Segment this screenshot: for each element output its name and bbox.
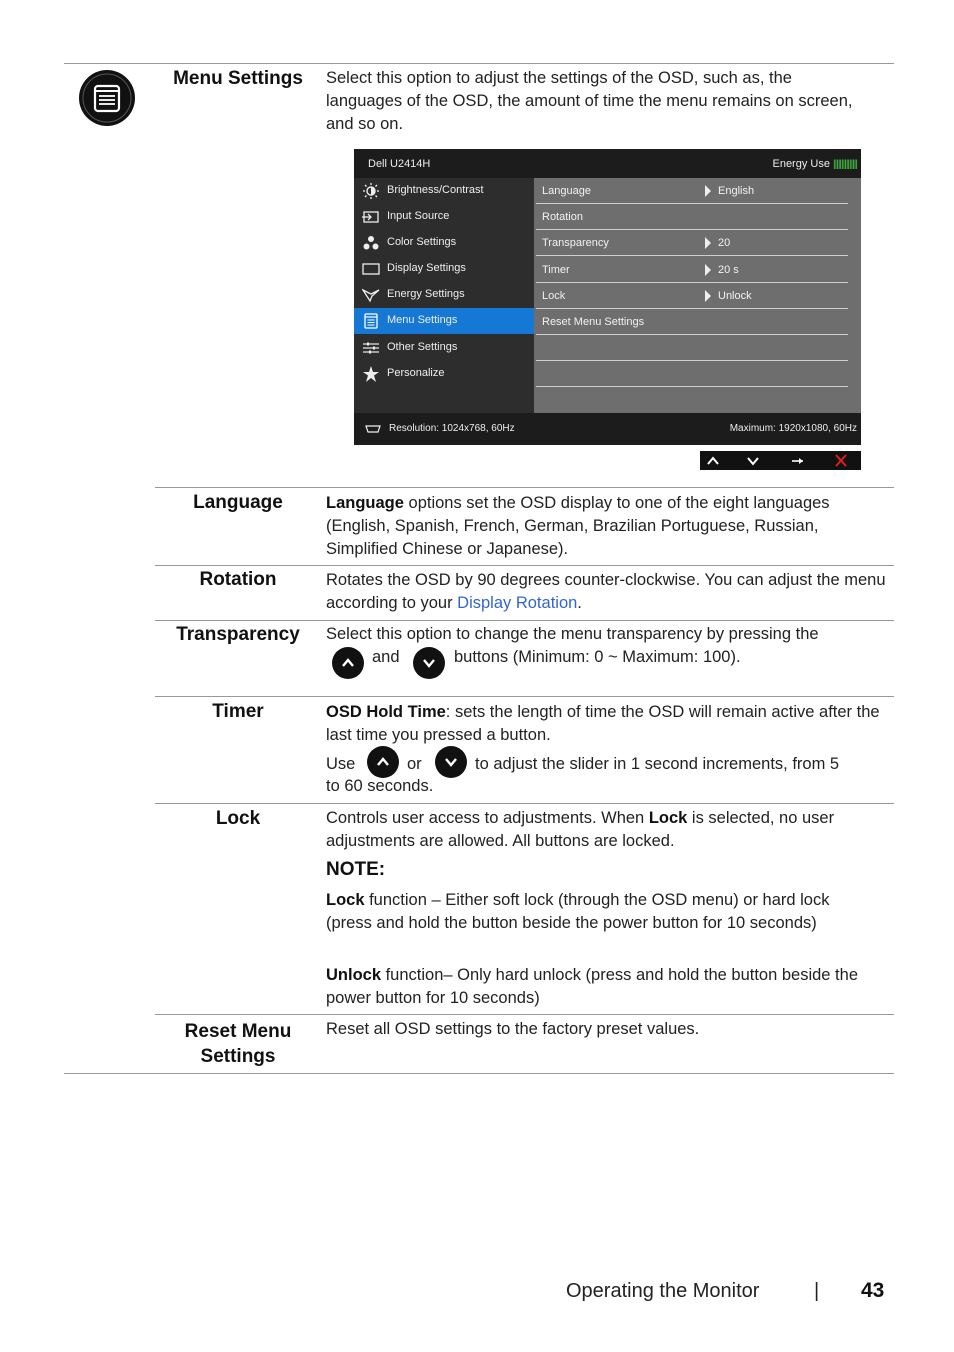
osd-footer [354, 413, 861, 445]
lock-note-1-text: function – Either soft lock (through the OSD menu) or hard lock (press and hold the button beside the power button for 10 seconds) [326, 891, 830, 932]
osd-item-energy-settings[interactable] [354, 282, 534, 308]
osd-energy-use [772, 158, 857, 170]
osd-row-value: 20 s [718, 264, 739, 276]
down-button-icon [435, 746, 467, 778]
osd-menu [354, 149, 861, 445]
other-settings-icon [362, 340, 380, 356]
row-rule [155, 620, 894, 621]
osd-row-reset-menu-settings[interactable] [536, 309, 848, 335]
transparency-heading: Transparency [176, 624, 300, 645]
osd-row-value: 20 [718, 237, 731, 249]
display-settings-icon [362, 261, 380, 277]
footer-separator: | [814, 1280, 820, 1302]
osd-maximum-resolution: Maximum: 1920x1080, 60Hz [729, 423, 857, 434]
display-rotation-link[interactable]: Display Rotation [457, 594, 578, 612]
osd-item-color-settings[interactable] [354, 230, 534, 256]
row-rule [155, 1014, 894, 1015]
right-arrow-icon[interactable] [780, 451, 820, 470]
osd-item-label: Color Settings [387, 236, 457, 248]
top-rule [64, 63, 894, 64]
caret-right-icon [705, 264, 711, 276]
osd-row-value: English [718, 185, 755, 197]
osd-item-label: Other Settings [387, 341, 458, 353]
language-lead: Language [326, 494, 404, 512]
transparency-line1: Select this option to change the menu transparency by pressing the [326, 625, 819, 643]
reset-heading-line2: Settings [200, 1046, 276, 1067]
caret-right-icon [705, 290, 711, 302]
transparency-tail: buttons (Minimum: 0 ~ Maximum: 100). [454, 648, 741, 666]
osd-row-transparency[interactable] [536, 230, 848, 256]
language-heading: Language [193, 492, 283, 513]
osd-item-other-settings[interactable] [354, 335, 534, 361]
timer-description [326, 701, 888, 747]
language-text: options set the OSD display to one of the eight languages (English, Spanish, French, German, Brazilian Portuguese, Russian, Simplified Chinese or Japanese). [326, 494, 830, 558]
reset-heading [155, 1019, 321, 1069]
lock-note-2-text: function– Only hard unlock (press and hold the button beside the power button for 10 seconds) [326, 966, 858, 1007]
osd-row-key: Language [542, 185, 591, 197]
energy-label: Energy Use [772, 158, 830, 170]
osd-button-strip [700, 451, 861, 470]
lock-heading: Lock [215, 808, 261, 829]
osd-item-menu-settings[interactable] [354, 308, 534, 334]
menu-settings-icon [362, 313, 380, 329]
osd-header [354, 149, 861, 178]
brightness-icon [362, 183, 380, 199]
footer-section: Operating the Monitor [566, 1280, 760, 1302]
osd-submenu [534, 178, 861, 413]
osd-item-personalize[interactable] [354, 361, 534, 387]
up-button-icon [367, 746, 399, 778]
osd-item-input-source[interactable] [354, 204, 534, 230]
close-icon[interactable] [821, 451, 861, 470]
osd-resolution: Resolution: 1024x768, 60Hz [389, 423, 515, 434]
lock-note-1 [326, 889, 871, 935]
input-connector-icon [365, 425, 381, 433]
row-rule [155, 803, 894, 804]
osd-row-rotation[interactable] [536, 204, 848, 230]
up-icon[interactable] [700, 451, 740, 470]
transparency-and: and [372, 648, 400, 666]
osd-row-timer[interactable] [536, 257, 848, 283]
lock-text-c: is selected, no user adjustments are allowed. All buttons are locked. [326, 809, 835, 850]
row-rule [155, 487, 894, 488]
menu-settings-icon [78, 69, 136, 127]
timer-or: or [407, 755, 422, 773]
row-rule [155, 696, 894, 697]
osd-row-lock[interactable] [536, 283, 848, 309]
menu-settings-description: Select this option to adjust the settings of the OSD, such as, the languages of the OSD, the amount of time the menu remains on screen, and so on. [326, 69, 853, 133]
lock-description [326, 807, 888, 853]
caret-right-icon [705, 185, 711, 197]
osd-title: Dell U2414H [368, 158, 431, 170]
down-icon[interactable] [740, 451, 780, 470]
up-button-icon [332, 647, 364, 679]
lock-note-1-lead: Lock [326, 891, 365, 909]
osd-row-value: Unlock [718, 290, 752, 302]
osd-main-menu [354, 178, 534, 413]
osd-item-label: Brightness/Contrast [387, 184, 484, 196]
energy-settings-icon [362, 287, 380, 303]
input-source-icon [362, 209, 380, 225]
osd-item-label: Energy Settings [387, 288, 465, 300]
reset-description: Reset all OSD settings to the factory preset values. [326, 1020, 700, 1038]
lock-note-2 [326, 964, 871, 1010]
osd-item-label: Display Settings [387, 262, 466, 274]
osd-row-empty [536, 361, 848, 387]
energy-bars-icon: ||||||||||||||| [833, 159, 857, 170]
rotation-text: Rotates the OSD by 90 degrees counter-clockwise. You can adjust the menu according to your [326, 571, 886, 612]
rotation-text-end: . [577, 594, 582, 612]
osd-item-brightness-contrast[interactable] [354, 178, 534, 204]
osd-row-key: Timer [542, 264, 570, 276]
timer-tail: to adjust the slider in 1 second increments, from 5 [475, 755, 840, 773]
osd-item-label: Menu Settings [387, 314, 458, 326]
language-description [326, 492, 888, 561]
note-heading: NOTE: [326, 859, 386, 880]
lock-note-2-lead: Unlock [326, 966, 382, 984]
lock-text-a: Controls user access to adjustments. When [326, 809, 649, 827]
star-icon [362, 366, 380, 382]
row-rule [155, 565, 894, 566]
osd-row-key: Rotation [542, 211, 583, 223]
osd-row-key: Transparency [542, 237, 609, 249]
reset-heading-line1: Reset Menu [184, 1021, 292, 1042]
lock-text-b: Lock [648, 809, 688, 827]
menu-settings-heading: Menu Settings [173, 68, 303, 89]
bottom-rule [64, 1073, 894, 1074]
timer-tail2: to 60 seconds. [326, 777, 434, 795]
page-number: 43 [861, 1279, 885, 1302]
rotation-heading: Rotation [199, 569, 277, 590]
timer-text: : sets the length of time the OSD will remain active after the last time you pressed a button. [326, 703, 880, 744]
osd-row-language[interactable] [536, 178, 848, 204]
timer-use: Use [326, 755, 356, 773]
down-button-icon [413, 647, 445, 679]
osd-item-label: Input Source [387, 210, 450, 222]
timer-lead: OSD Hold Time [326, 703, 446, 721]
osd-row-key: Lock [542, 290, 566, 302]
osd-item-display-settings[interactable] [354, 256, 534, 282]
osd-row-key: Reset Menu Settings [542, 316, 645, 328]
osd-item-label: Personalize [387, 367, 445, 379]
osd-row-empty [536, 335, 848, 361]
rotation-description [326, 569, 888, 615]
color-settings-icon [362, 235, 380, 251]
timer-heading: Timer [212, 701, 264, 722]
caret-right-icon [705, 237, 711, 249]
